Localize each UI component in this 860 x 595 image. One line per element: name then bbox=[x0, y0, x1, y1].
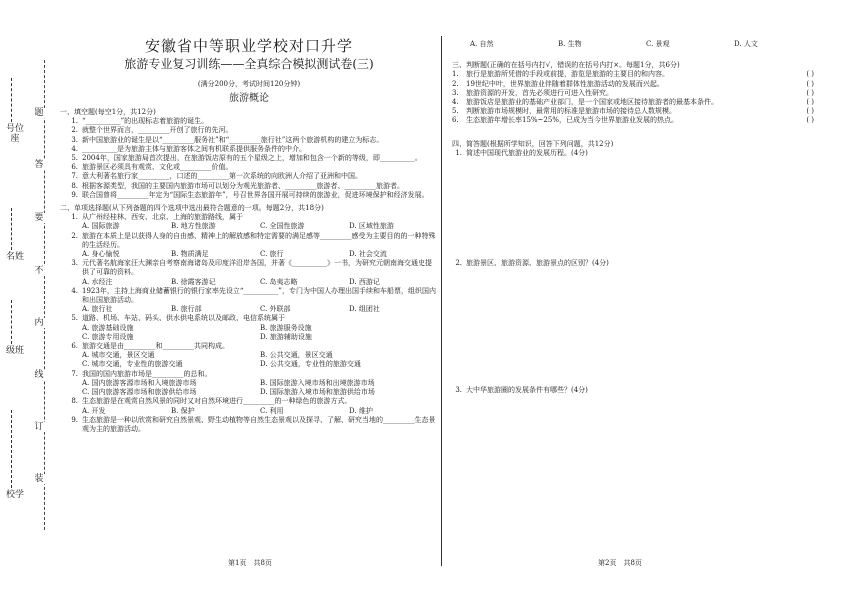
choice-question bbox=[60, 314, 438, 323]
choice-question bbox=[60, 370, 438, 379]
question-number: 1. bbox=[71, 213, 78, 222]
choice-section bbox=[60, 204, 438, 434]
school-label: 校学 bbox=[5, 490, 24, 500]
question-options bbox=[60, 324, 438, 342]
option-item[interactable]: C. 岛夷志略 bbox=[260, 277, 298, 286]
seal-char: 要 bbox=[34, 213, 44, 223]
page-1 bbox=[60, 36, 438, 434]
fill-blank-section bbox=[60, 108, 438, 200]
option-item[interactable]: A. 旅行社 bbox=[82, 305, 113, 314]
option-item[interactable]: A. 国际旅游 bbox=[82, 222, 120, 231]
option-item[interactable]: B. 旅行部 bbox=[171, 305, 202, 314]
option-item[interactable]: C. 旅行 bbox=[260, 250, 284, 259]
exam-title: 安徽省中等职业学校对口升学 bbox=[144, 37, 353, 55]
page-number-left: 第1页 共8页 bbox=[228, 559, 272, 567]
question-options bbox=[60, 407, 438, 416]
question-number: 8. bbox=[71, 181, 78, 190]
exam-subtitle: 旅游专业复习训练——全真综合模拟测试卷(三) bbox=[124, 57, 374, 71]
option-item[interactable]: B. 物质满足 bbox=[171, 250, 209, 259]
option-item[interactable]: A. 国内旅游客源市场和入境旅游市场 bbox=[82, 378, 197, 387]
seal-char: 题 bbox=[34, 108, 44, 118]
question-number: 3. bbox=[452, 88, 459, 97]
question-number: 8. bbox=[71, 397, 78, 406]
fill-blank-list bbox=[60, 117, 438, 200]
question-text: 生态旅游是在观赏自然风景的同时又对自然环境进行_________的一种绿色的旅游方式。 bbox=[82, 397, 352, 406]
answer-parenthesis[interactable]: ( ) bbox=[806, 88, 814, 97]
choice-question bbox=[60, 287, 438, 305]
short-question: 3. 大中华旅游圈的发展条件有哪些？(4分) bbox=[455, 386, 588, 395]
page-2 bbox=[452, 40, 822, 395]
part-title: 旅游概论 bbox=[229, 93, 269, 104]
school-field[interactable] bbox=[4, 410, 26, 500]
option-item[interactable]: D. 社会交流 bbox=[349, 250, 387, 259]
answer-parenthesis[interactable]: ( ) bbox=[806, 116, 814, 125]
answer-parenthesis[interactable]: ( ) bbox=[806, 98, 814, 107]
fill-question bbox=[60, 154, 438, 163]
option-item[interactable]: D. 公共交通，专业性的旅游交通 bbox=[260, 360, 361, 369]
question-text: 生态旅游年增长率15%~25%，已成为当今世界旅游业发展的热点。 bbox=[466, 116, 678, 125]
question-number: 7. bbox=[71, 369, 78, 378]
option-item[interactable]: D. 西游记 bbox=[349, 277, 380, 286]
question-text: 1923年，主持上海商业储蓄银行的银行家率先设立“__________”，专门为中国人办理出国手续和车船票，组织国内和出国旅游活动。 bbox=[82, 286, 436, 305]
option-item[interactable]: B. 国际旅游入境市场和出境旅游市场 bbox=[260, 378, 375, 387]
question-number: 5. bbox=[71, 314, 78, 323]
option-item[interactable]: C. 外联部 bbox=[260, 305, 291, 314]
option-item[interactable]: D. 人文 bbox=[734, 40, 758, 48]
option-item[interactable]: C. 利用 bbox=[260, 406, 284, 415]
page-number-right: 第2页 共8页 bbox=[598, 559, 642, 567]
option-item[interactable]: C. 全国性旅游 bbox=[260, 222, 305, 231]
choice-question bbox=[60, 259, 438, 277]
option-item[interactable]: B. 公共交通，景区交通 bbox=[260, 351, 333, 360]
question-number: 4. bbox=[71, 286, 78, 295]
question-number: 6. bbox=[452, 116, 459, 125]
option-item[interactable]: B. 徐霞客游记 bbox=[171, 277, 216, 286]
option-item[interactable]: D. 区域性旅游 bbox=[349, 222, 394, 231]
option-item[interactable]: B. 保护 bbox=[171, 406, 195, 415]
section-heading: 四、简答题(根据所学知识，回答下列问题，共12分) bbox=[452, 139, 614, 148]
judge-section bbox=[452, 61, 822, 125]
question-text: 2004年，国家旅游局首次提出，在旅游饭店原有的五个星级之上，增加和包含一个新的等级，即__________。 bbox=[82, 154, 422, 163]
question-options bbox=[60, 222, 438, 231]
class-field[interactable] bbox=[4, 300, 26, 356]
seal-char: 订 bbox=[34, 422, 44, 432]
seal-char: 线 bbox=[34, 370, 44, 380]
fill-question bbox=[60, 126, 438, 135]
short-answer-section bbox=[452, 140, 822, 396]
choice-question bbox=[60, 416, 438, 434]
question-text: 旅游景区必须具有观赏、文化或_________价值。 bbox=[82, 163, 233, 172]
option-item[interactable]: B. 旅游服务设施 bbox=[260, 323, 312, 332]
judge-question bbox=[452, 98, 822, 107]
question-text: 19世纪中叶，世界旅游业伴随着群体性旅游活动的发展而兴起。 bbox=[466, 79, 664, 88]
option-item[interactable]: A. 开发 bbox=[82, 406, 106, 415]
question-text: 元代著名航海家汪大渊亲自考察南海诸岛及印度洋沿岸各国，并著《__________》一书，为研究元朝南海交通史提供了可靠的资料。 bbox=[82, 259, 432, 277]
option-item[interactable]: A. 城市交通，景区交通 bbox=[82, 351, 155, 360]
question-text: 联合国曾将_________年定为“国际生态旅游年”，号召世界各国开展可持续的旅游业，促进环境保护和经济发展。 bbox=[82, 190, 429, 199]
question-number: 9. bbox=[71, 190, 78, 199]
question-options bbox=[60, 250, 438, 259]
question-text: 旅游在本质上是以获得人身的自由感、精神上的解放感和特定需要的满足感等_________感受为主要目的的一种特殊的生活经历。 bbox=[82, 231, 436, 249]
exam-note: (满分200分，考试时间120分钟) bbox=[197, 80, 301, 88]
option-item[interactable]: D. 维护 bbox=[349, 406, 373, 415]
question-number: 2. bbox=[452, 79, 459, 88]
judge-question bbox=[452, 89, 822, 98]
option-item[interactable]: A. 水经注 bbox=[82, 277, 113, 286]
seal-char: 装 bbox=[34, 474, 44, 484]
answer-parenthesis[interactable]: ( ) bbox=[806, 107, 814, 116]
question-text: 道路、机场、车站、码头、供水供电系统以及邮政、电信系统属于 bbox=[82, 314, 285, 323]
choice-question bbox=[60, 232, 438, 250]
judge-list bbox=[452, 70, 822, 125]
option-item[interactable]: A. 自然 bbox=[470, 40, 494, 48]
question-number: 2. bbox=[71, 231, 78, 240]
option-item[interactable]: D. 组团社 bbox=[349, 305, 380, 314]
question-text: 生态旅游是一种以欣赏和研究自然景观、野生动植物等自然生态景观以及探寻、了解、研究当地的_________生态景观为主的旅游活动。 bbox=[82, 415, 436, 433]
short-question: 1. 简述中国现代旅游业的发展历程。(4分) bbox=[455, 148, 588, 157]
option-item[interactable]: A. 旅游基础设施 bbox=[82, 323, 134, 332]
fill-question bbox=[60, 182, 438, 191]
section-heading: 三、判断题(正确的在括号内打√，错误的在括号内打×。每题1分，共6分) bbox=[452, 61, 680, 70]
binding-margin bbox=[0, 0, 58, 595]
question-number: 5. bbox=[452, 107, 459, 116]
question-text: __________是为旅游主体与旅游客体之间有机联系提供服务条件的中介。 bbox=[82, 144, 306, 153]
class-label: 级班 bbox=[5, 346, 24, 356]
question-text: 旅行是旅游所凭借的手段或前提，游览是旅游的主要目的和内容。 bbox=[466, 70, 669, 79]
fill-question bbox=[60, 172, 438, 181]
option-item[interactable]: C. 国内旅游客源市场和旅游供给市场 bbox=[82, 388, 197, 397]
question-number: 6. bbox=[71, 163, 78, 172]
judge-question bbox=[452, 80, 822, 89]
question-text: 从广州经桂林、西安、北京、上海的旅游路线，属于 bbox=[82, 213, 243, 222]
question-text: “__________”的出现标志着旅游的诞生。 bbox=[82, 117, 209, 126]
page-divider bbox=[441, 36, 442, 566]
question-text: 旅游交通是由_________和_________共同构成。 bbox=[82, 342, 229, 351]
option-item[interactable]: C. 旅游专用设施 bbox=[82, 332, 134, 341]
question-options bbox=[60, 379, 438, 397]
option-item[interactable]: C. 景观 bbox=[646, 40, 670, 48]
question-number: 6. bbox=[71, 342, 78, 351]
judge-question bbox=[452, 116, 822, 125]
question-number: 4. bbox=[71, 144, 78, 153]
question-number: 3. bbox=[71, 135, 78, 144]
option-item[interactable]: D. 国际旅游入境市场和旅游供给市场 bbox=[260, 388, 375, 397]
question-number: 1. bbox=[452, 70, 459, 79]
question-number: 7. bbox=[71, 172, 78, 181]
fill-question bbox=[60, 136, 438, 145]
answer-parenthesis[interactable]: ( ) bbox=[806, 79, 814, 88]
section-heading: 一、填空题(每空1分，共12分) bbox=[60, 108, 156, 116]
question-number: 5. bbox=[71, 154, 78, 163]
question-number: 4. bbox=[452, 98, 459, 107]
question-text: 就整个世界而言，_________开创了旅行的先河。 bbox=[82, 126, 233, 135]
option-item[interactable]: B. 生物 bbox=[558, 40, 582, 48]
judge-question bbox=[452, 70, 822, 79]
binding-dashed-line bbox=[44, 60, 45, 530]
seal-char: 不 bbox=[34, 266, 44, 276]
question-text: 判断旅游市场规模时，最常用的标准是旅游市场的接待总人数规模。 bbox=[466, 107, 676, 116]
question-text: 旅游饭店是旅游业的基础产业部门，是一个国家或地区接待旅游者的最基本条件。 bbox=[466, 98, 718, 107]
seal-char: 内 bbox=[34, 318, 44, 328]
short-question: 2. 旅游景区、旅游资源、旅游景点的区别？(4分) bbox=[455, 259, 609, 268]
question-number: 3. bbox=[71, 259, 78, 268]
question-text: 我国的国内旅游市场是_________的总和。 bbox=[82, 369, 212, 378]
answer-parenthesis[interactable]: ( ) bbox=[806, 70, 814, 79]
fill-question bbox=[60, 145, 438, 154]
choice-question bbox=[60, 342, 438, 351]
name-field[interactable] bbox=[4, 208, 26, 262]
question-number: 2. bbox=[71, 126, 78, 135]
seat-number-field[interactable] bbox=[4, 78, 26, 144]
choice-question bbox=[60, 397, 438, 406]
seal-char: 答 bbox=[34, 160, 44, 170]
section-heading: 二、单项选择题(从下列备题的四个选项中选出最符合题意的一项。每题2分，共18分) bbox=[60, 204, 324, 213]
question-text: 新中国旅游业的诞生是以“_________服务社”和“_________旅行社”这两个旅游机构的建立为标志。 bbox=[82, 135, 384, 144]
option-item[interactable]: D. 旅游辅助设施 bbox=[260, 332, 312, 341]
question-options bbox=[60, 351, 438, 369]
question-text: 旅游资源的开发，首先必须进行可进入性研究。 bbox=[466, 88, 613, 97]
question-options-continued bbox=[452, 40, 822, 49]
option-item[interactable]: C. 城市交通，专业性的旅游交通 bbox=[82, 360, 183, 369]
option-item[interactable]: B. 地方性旅游 bbox=[171, 222, 216, 231]
question-options bbox=[60, 278, 438, 287]
fill-question bbox=[60, 191, 438, 200]
question-number: 9. bbox=[71, 415, 78, 424]
option-item[interactable]: A. 身心愉悦 bbox=[82, 250, 120, 259]
question-number: 1. bbox=[71, 117, 78, 126]
question-text: 根据客源类型，我国的主要国内旅游市场可以划分为观光旅游者、_________旅游者、_________旅游者。 bbox=[82, 181, 404, 190]
name-label: 名姓 bbox=[5, 252, 24, 262]
question-text: 意大利著名旅行家_________，口述的_________第一次系统的向欧洲人介绍了亚洲和中国。 bbox=[82, 172, 362, 181]
seat-number-label: 号位座 bbox=[5, 124, 24, 144]
choice-list bbox=[60, 213, 438, 434]
